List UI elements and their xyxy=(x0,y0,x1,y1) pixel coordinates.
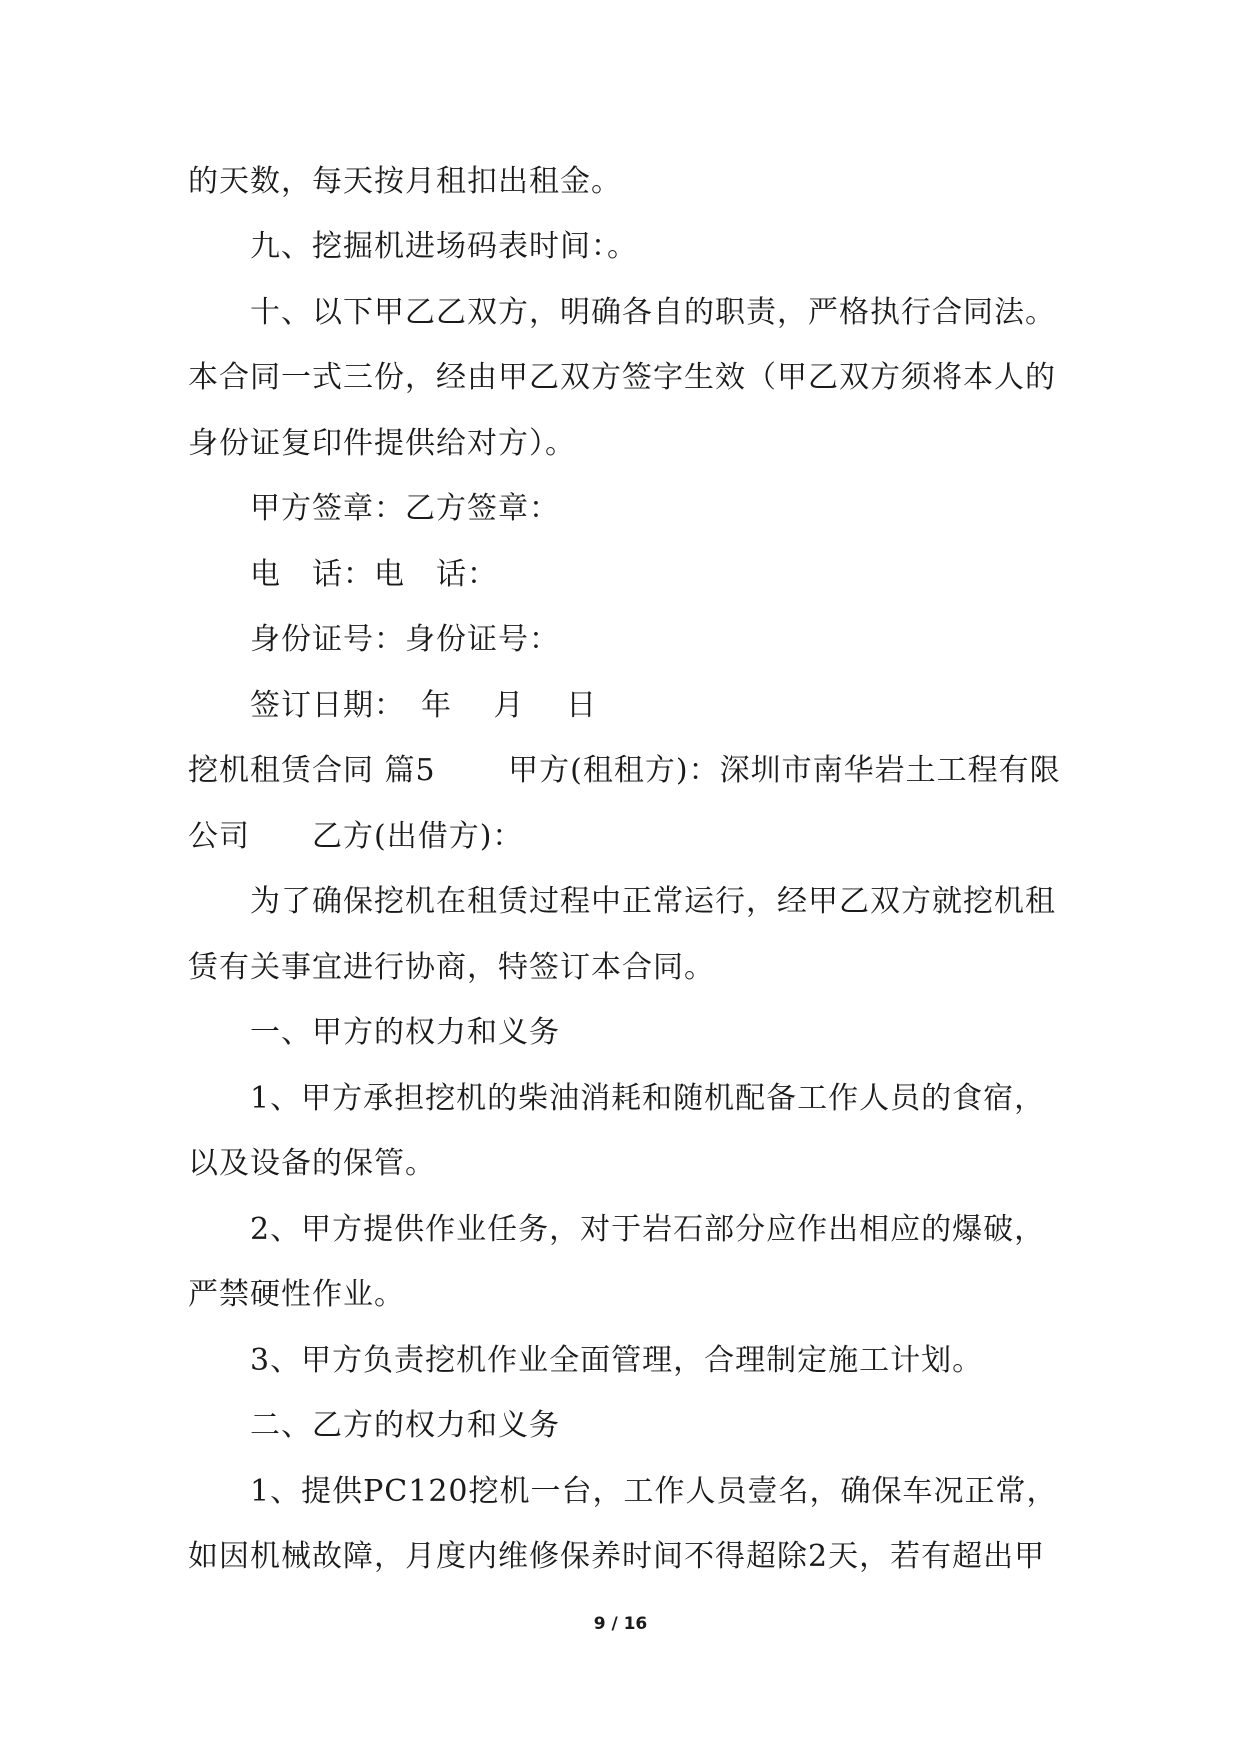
text-line: 十、以下甲乙乙双方，明确各自的职责，严格执行合同法。 xyxy=(250,295,1056,330)
text-line: 以及设备的保管。 xyxy=(188,1146,436,1181)
text-line: 3、甲方负责挖机作业全面管理，合理制定施工计划。 xyxy=(250,1343,984,1378)
text-line: 为了确保挖机在租赁过程中正常运行，经甲乙双方就挖机租 xyxy=(250,884,1056,919)
text-line: 身份证复印件提供给对方）。 xyxy=(188,426,576,461)
signature-label: 甲方签章：乙方签章： xyxy=(250,491,560,526)
text-line: 九、挖掘机进场码表时间：。 xyxy=(250,229,638,264)
text-line: 如因机械故障，月度内维修保养时间不得超除2天，若有超出甲 xyxy=(188,1539,1046,1574)
section-heading: 一、甲方的权力和义务 xyxy=(250,1015,560,1050)
text-line: 本合同一式三份，经由甲乙双方签字生效（甲乙双方须将本人的 xyxy=(188,360,1056,395)
text-line: 的天数，每天按月租扣出租金。 xyxy=(188,164,622,199)
phone-label: 电 话：电 话： xyxy=(250,557,498,592)
text-line: 1、提供PC120挖机一台，工作人员壹名，确保车况正常， xyxy=(250,1474,1058,1509)
section-heading: 二、乙方的权力和义务 xyxy=(250,1408,560,1443)
text-line: 2、甲方提供作业任务，对于岩石部分应作出相应的爆破， xyxy=(250,1212,1046,1247)
id-number-label: 身份证号：身份证号： xyxy=(250,622,560,657)
contract-heading: 挖机租赁合同 篇5 甲方(租租方)：深圳市南华岩土工程有限 xyxy=(188,753,1061,788)
signing-date-label: 签订日期： 年 月 日 xyxy=(250,688,598,723)
text-line: 1、甲方承担挖机的柴油消耗和随机配备工作人员的食宿， xyxy=(250,1081,1046,1116)
page-number: 9 / 16 xyxy=(593,1614,648,1634)
text-line: 严禁硬性作业。 xyxy=(188,1277,405,1312)
text-line: 公司 乙方(出借方)： xyxy=(188,819,524,854)
text-line: 赁有关事宜进行协商，特签订本合同。 xyxy=(188,950,715,985)
